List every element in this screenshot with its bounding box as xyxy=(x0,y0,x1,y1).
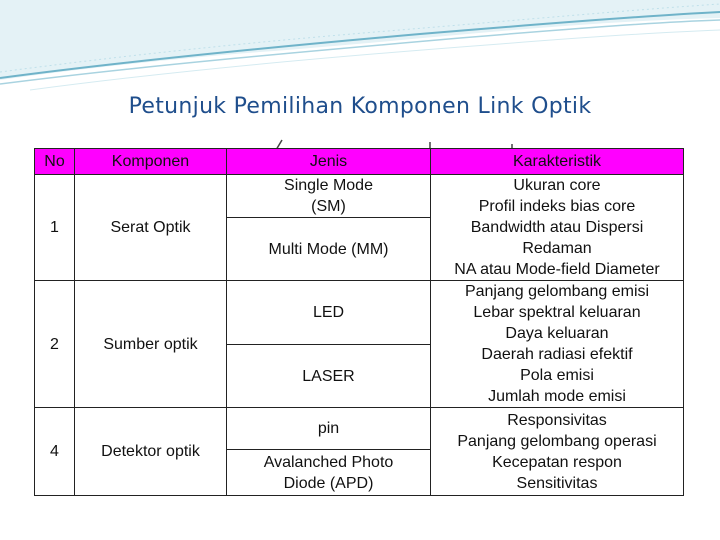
karakteristik-item: Lebar spektral keluaran xyxy=(473,304,641,321)
jenis-line: Diode (APD) xyxy=(283,474,374,492)
cell-karakteristik xyxy=(431,175,684,281)
karakteristik-item: Ukuran core xyxy=(513,177,601,194)
cell-no: 2 xyxy=(35,281,75,408)
cell-jenis: Multi Mode (MM) xyxy=(227,218,431,281)
cell-komponen: Sumber optik xyxy=(75,281,227,408)
karakteristik-item: NA atau Mode-field Diameter xyxy=(454,261,660,278)
cell-jenis xyxy=(227,175,431,218)
decorative-swoosh-band xyxy=(0,0,720,95)
header-jenis: Jenis xyxy=(227,149,431,175)
karakteristik-item: Daerah radiasi efektif xyxy=(481,346,633,363)
karakteristik-item: Panjang gelombang operasi xyxy=(457,432,657,450)
table-row-serat-optik xyxy=(35,175,684,218)
header-komponen: Komponen xyxy=(75,149,227,175)
karakteristik-item: Kecepatan respon xyxy=(492,453,622,471)
karakteristik-item: Profil indeks bias core xyxy=(478,198,636,215)
cell-komponen: Detektor optik xyxy=(75,408,227,496)
cell-karakteristik xyxy=(431,408,684,496)
karakteristik-item: Pola emisi xyxy=(520,367,594,384)
table-header-row xyxy=(35,149,684,175)
table-row-sumber-optik xyxy=(35,281,684,345)
header-karakteristik: Karakteristik xyxy=(431,149,684,175)
component-selection-table xyxy=(34,148,684,496)
jenis-line: Avalanched Photo xyxy=(263,453,394,471)
cell-jenis xyxy=(227,450,431,496)
cell-jenis: LASER xyxy=(227,345,431,408)
header-no: No xyxy=(35,149,75,175)
jenis-line: Single Mode xyxy=(284,177,373,195)
karakteristik-item: Jumlah mode emisi xyxy=(488,388,626,405)
cell-no: 1 xyxy=(35,175,75,281)
karakteristik-item: Bandwidth atau Dispersi xyxy=(470,219,644,236)
karakteristik-item: Panjang gelombang emisi xyxy=(464,283,650,300)
karakteristik-item: Sensitivitas xyxy=(516,474,598,492)
cell-karakteristik xyxy=(431,281,684,408)
table-row-detektor-optik xyxy=(35,408,684,450)
jenis-line: (SM) xyxy=(311,198,346,216)
karakteristik-item: Redaman xyxy=(522,240,592,257)
karakteristik-item: Daya keluaran xyxy=(505,325,609,342)
cell-no: 4 xyxy=(35,408,75,496)
cell-jenis: pin xyxy=(227,408,431,450)
karakteristik-item: Responsivitas xyxy=(507,411,607,429)
cell-jenis: LED xyxy=(227,281,431,345)
cell-komponen: Serat Optik xyxy=(75,175,227,281)
slide-title: Petunjuk Pemilihan Komponen Link Optik xyxy=(128,94,592,119)
